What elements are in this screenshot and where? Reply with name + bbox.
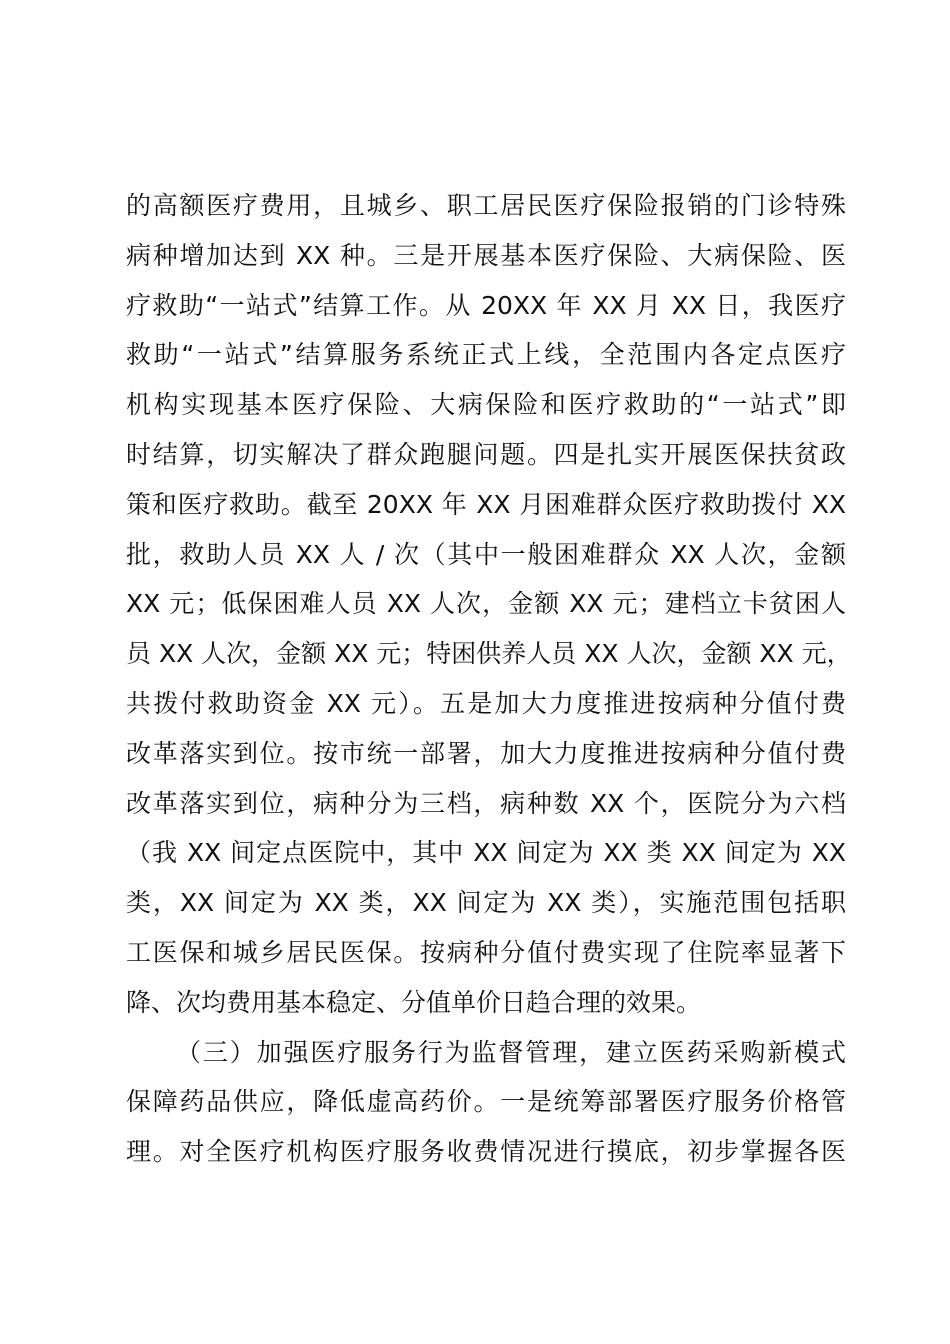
text-line: 降、次均费用基本稳定、分值单价日趋合理的效果。 bbox=[126, 987, 702, 1017]
text-line: 类，XX 间定为 XX 类，XX 间定为 XX 类），实施范围包括职 bbox=[126, 888, 846, 918]
text-line: 机构实现基本医疗保险、大病保险和医疗救助的“一站式”即 bbox=[126, 390, 846, 420]
text-line: 员 XX 人次，金额 XX 元；特困供养人员 XX 人次，金额 XX 元， bbox=[126, 639, 852, 669]
text-line: 改革落实到位，病种分为三档，病种数 XX 个，医院分为六档 bbox=[126, 788, 846, 818]
section-heading-line: （三）加强医疗服务行为监督管理，建立医药采购新模式 bbox=[176, 1037, 846, 1067]
text-line: 理。对全医疗机构医疗服务收费情况进行摸底，初步掌握各医 bbox=[126, 1137, 846, 1167]
body-text bbox=[126, 181, 852, 1177]
text-line: （我 XX 间定点医院中，其中 XX 间定为 XX 类 XX 间定为 XX bbox=[126, 838, 846, 868]
text-line: 疗救助“一站式”结算工作。从 20XX 年 XX 月 XX 日，我医疗 bbox=[126, 290, 846, 320]
text-line: 时结算，切实解决了群众跑腿问题。四是扎实开展医保扶贫政 bbox=[126, 439, 846, 469]
text-line: 策和医疗救助。截至 20XX 年 XX 月困难群众医疗救助拨付 XX bbox=[126, 489, 846, 519]
text-line: 共拨付救助资金 XX 元）。五是加大力度推进按病种分值付费 bbox=[126, 688, 846, 718]
text-line: 的高额医疗费用，且城乡、职工居民医疗保险报销的门诊特殊 bbox=[126, 191, 846, 220]
text-line: 批，救助人员 XX 人 / 次（其中一般困难群众 XX 人次，金额 bbox=[126, 539, 846, 569]
text-line: 改革落实到位。按市统一部署，加大力度推进按病种分值付费 bbox=[126, 738, 846, 768]
text-line: XX 元；低保困难人员 XX 人次，金额 XX 元；建档立卡贫困人 bbox=[126, 589, 846, 619]
text-line: 保障药品供应，降低虚高药价。一是统筹部署医疗服务价格管 bbox=[126, 1087, 846, 1117]
text-line: 工医保和城乡居民医保。按病种分值付费实现了住院率显著下 bbox=[126, 937, 846, 967]
text-line: 病种增加达到 XX 种。三是开展基本医疗保险、大病保险、医 bbox=[126, 240, 846, 270]
text-line: 救助“一站式”结算服务系统正式上线，全范围内各定点医疗 bbox=[126, 340, 846, 370]
